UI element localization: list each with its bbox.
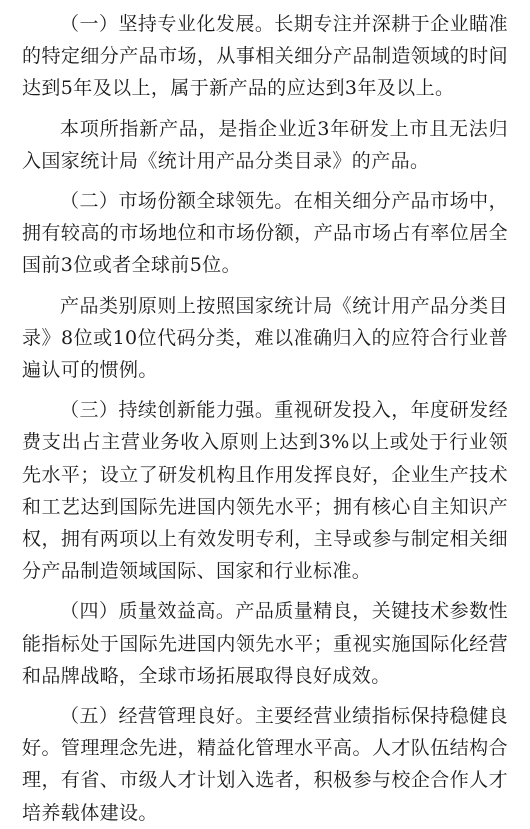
paragraph-innovation: （三）持续创新能力强。重视研发投入，年度研发经费支出占主营业务收入原则上达到3%以上或处于行业领先水平；设立了研发机构且作用发挥良好，企业生产技术和工艺达到国际先进国内领先水平；拥有核心自主知识产权，拥有两项以上有效发明专利，主导或参与制定相关细分产品制造领域国际、国家和行业标准。 bbox=[22, 399, 508, 583]
paragraph-product-category: 产品类别原则上按照国家统计局《统计用产品分类目录》8位或10位代码分类，难以准确归入的应符合行业普遍认可的惯例。 bbox=[22, 294, 508, 382]
paragraph-management: （五）经营管理良好。主要经营业绩指标保持稳健良好。管理理念先进，精益化管理水平高。人才队伍结构合理，有省、市级人才计划入选者，积极参与校企合作人才培养载体建设。 bbox=[22, 705, 508, 824]
paragraph-market-share: （二）市场份额全球领先。在相关细分产品市场中，拥有较高的市场地位和市场份额，产品市场占有率位居全国前3位或者全球前5位。 bbox=[22, 190, 508, 277]
paragraph-specialization: （一）坚持专业化发展。长期专注并深耕于企业瞄准的特定细分产品市场，从事相关细分产品制造领域的时间达到5年及以上，属于新产品的应达到3年及以上。 bbox=[22, 13, 508, 100]
paragraph-quality-efficiency: （四）质量效益高。产品质量精良，关键技术参数性能指标处于国际先进国内领先水平；重视实施国际化经营和品牌战略，全球市场拓展取得良好成效。 bbox=[22, 600, 508, 687]
paragraph-new-product-definition: 本项所指新产品，是指企业近3年研发上市且无法归入国家统计局《统计用产品分类目录》的产品。 bbox=[22, 117, 508, 172]
